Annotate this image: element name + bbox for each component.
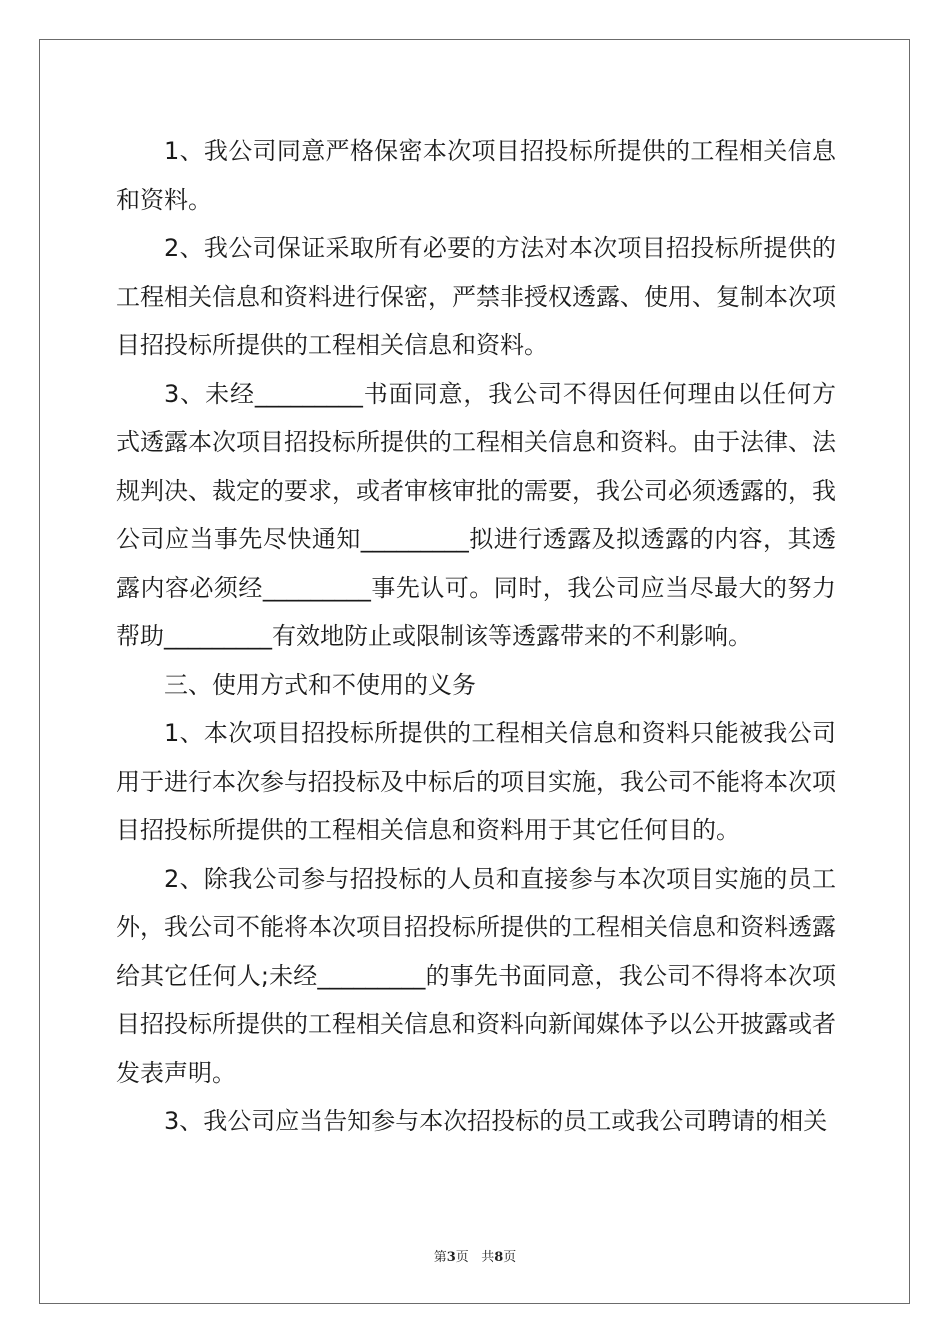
section-heading: 三、使用方式和不使用的义务 xyxy=(164,670,476,699)
paragraph-1: 1、我公司同意严格保密本次项目招投标所提供的工程相关信息和资料。 xyxy=(116,137,836,214)
document-body xyxy=(116,127,836,1146)
paragraph-6: 3、我公司应当告知参与本次招投标的员工或我公司聘请的相关 xyxy=(164,1107,828,1135)
paragraph-2: 2、我公司保证采取所有必要的方法对本次项目招投标所提供的工程相关信息和资料进行保密，严禁非授权透露、使用、复制本次项目招投标所提供的工程相关信息和资料。 xyxy=(116,234,836,359)
page-footer xyxy=(0,1246,950,1265)
footer-page-suffix: 页 xyxy=(455,1250,469,1265)
footer-page-number: 3 xyxy=(446,1250,456,1265)
paragraph-4: 1、本次项目招投标所提供的工程相关信息和资料只能被我公司用于进行本次参与招投标及中标后的项目实施，我公司不能将本次项目招投标所提供的工程相关信息和资料用于其它任何目的。 xyxy=(116,719,836,844)
footer-page-prefix: 第 xyxy=(433,1250,447,1265)
paragraph-3: 3、未经_________书面同意，我公司不得因任何理由以任何方式透露本次项目招投标所提供的工程相关信息和资料。由于法律、法规判决、裁定的要求，或者审核审批的需要，我公司必须透露的，我公司应当事先尽快通知_________拟进行透露及拟透露的内容，其透露内容必须经_________事先认可。同时，我公司应当尽最大的努力帮助_________有效地防止或限制该等透露带来的不利影响。 xyxy=(116,379,836,650)
footer-total-prefix: 共 xyxy=(481,1250,495,1265)
footer-total-number: 8 xyxy=(494,1250,504,1265)
footer-total-suffix: 页 xyxy=(503,1250,517,1265)
paragraph-5: 2、除我公司参与招投标的人员和直接参与本次项目实施的员工外，我公司不能将本次项目招投标所提供的工程相关信息和资料透露给其它任何人;未经_________的事先书面同意，我公司不得将本次项目招投标所提供的工程相关信息和资料向新闻媒体予以公开披露或者发表声明。 xyxy=(116,864,836,1087)
